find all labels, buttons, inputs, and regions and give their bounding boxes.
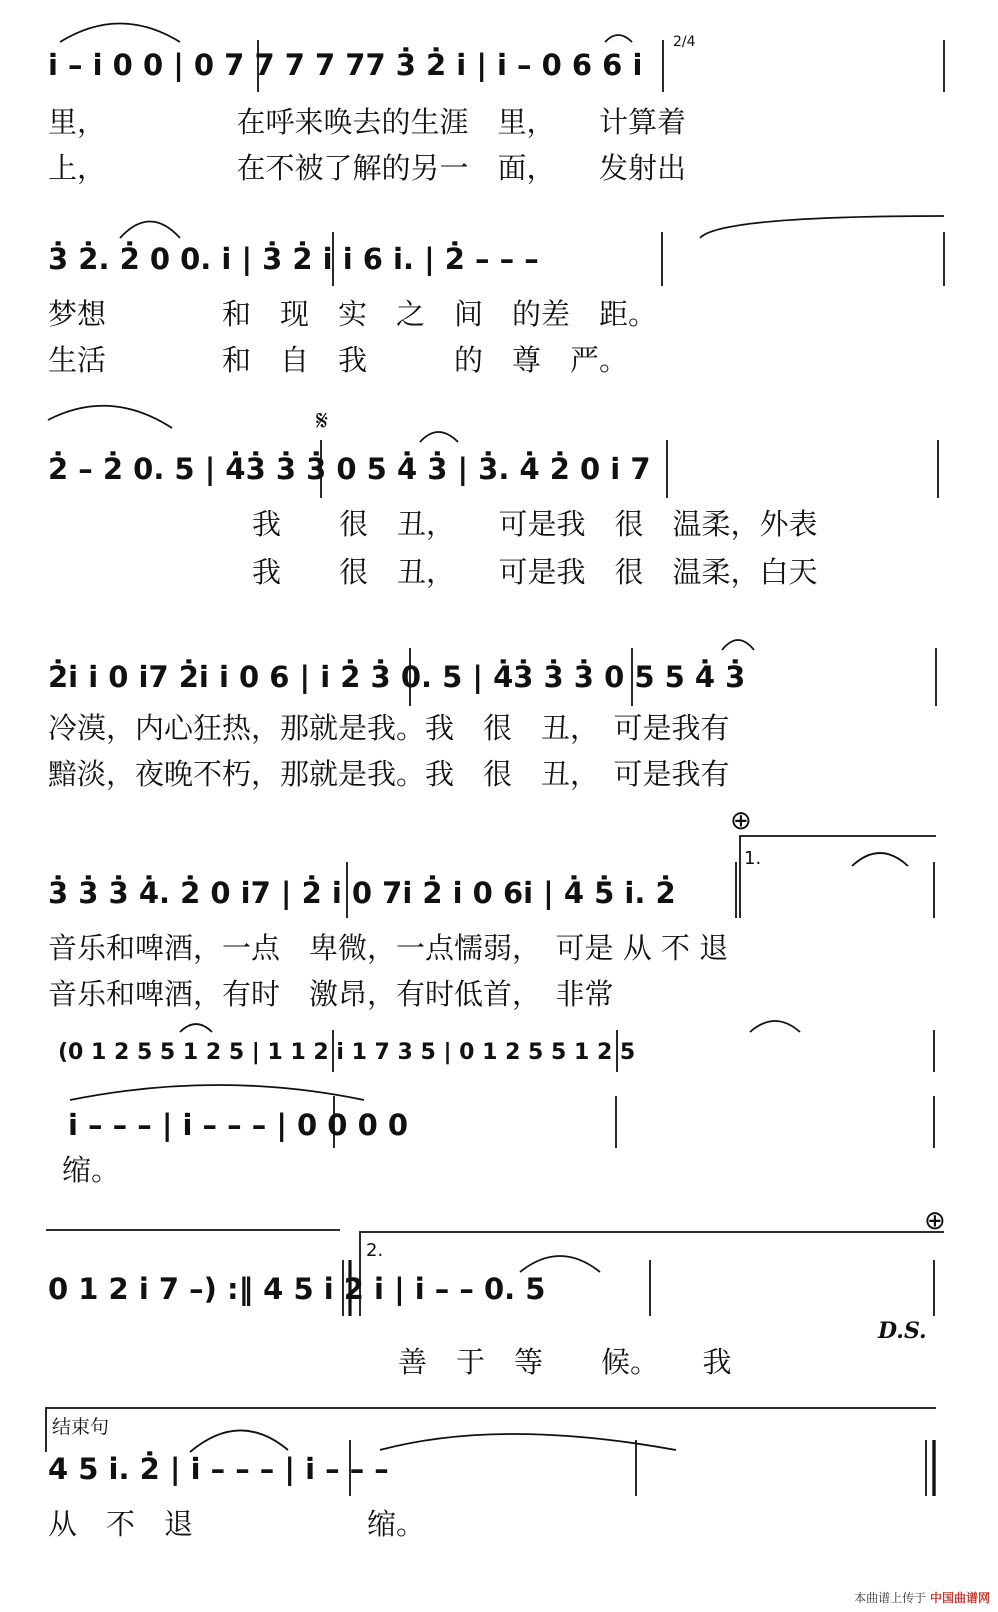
slur xyxy=(420,432,458,442)
segno-icon: 𝄋 xyxy=(316,404,329,437)
lyric-row-9: 从 不 退 缩。 xyxy=(48,1507,426,1541)
notation-row-9: 4 5 i. 2̇ | i̇ – – – | i̇ – – – xyxy=(48,1452,389,1486)
notation-row-8: 0 1 2 i 7 –) :‖ 4 5 i 2 i | i – – 0. 5 xyxy=(48,1272,546,1306)
tie xyxy=(70,1085,364,1100)
coda-icon: ⊕ xyxy=(924,1206,946,1236)
ending-bracket xyxy=(46,1408,936,1452)
site-logo: 中国曲谱网 xyxy=(929,1591,990,1605)
tie xyxy=(380,1434,676,1450)
lyric-row-7: 缩。 xyxy=(62,1153,121,1187)
notation-row-1: i̇ – i̇ 0 0 | 0 7 7 7 7 77 3̇ 2̇ i̇ | i̇ – 0 6 6 i̇ xyxy=(48,48,643,82)
ds-mark: D.S. xyxy=(878,1318,927,1344)
slur xyxy=(750,1021,800,1032)
coda-icon: ⊕ xyxy=(730,806,752,836)
notation-row-6: (0 1 2 5 5 1 2 5 | 1 1 2 i 1 7 3 5 | 0 1 2 5 5 1 2 5 xyxy=(58,1040,636,1065)
lyric-row-4-verse-2: 黯淡，夜晚不朽，那就是我。我 很 丑， 可是我有 xyxy=(48,757,730,791)
lyric-row-3-verse-1: 我 很 丑， 可是我 很 温柔，外表 xyxy=(252,507,818,541)
slur xyxy=(722,640,754,650)
volta-2-label: 2. xyxy=(366,1240,384,1261)
lyric-row-4-verse-1: 冷漠，内心狂热，那就是我。我 很 丑， 可是我有 xyxy=(48,711,730,745)
slur xyxy=(120,222,180,239)
lyric-row-1-verse-2: 上， 在不被了解的另一 面， 发射出 xyxy=(48,151,687,185)
slur xyxy=(60,24,180,43)
notation-row-3: 2̇ – 2̇ 0. 5 | 4̇3̇ 3̇ 3̇ 0 5 4̇ 3̇ | 3̇. 4̇ 2̇ 0 i̇ 7 xyxy=(48,452,651,486)
slur xyxy=(180,1024,212,1032)
volta-1-bracket xyxy=(740,836,936,918)
slur xyxy=(48,406,172,428)
meter-sign: 2/4 xyxy=(673,34,696,50)
footer-credit: 本曲谱上传于 中国曲谱网 xyxy=(854,1591,990,1605)
ending-label: 结束句 xyxy=(52,1416,110,1438)
notation-row-7: i̇ – – – | i̇ – – – | 0 0 0 0 xyxy=(68,1108,409,1142)
lyric-row-1-verse-1: 里， 在呼来唤去的生涯 里， 计算着 xyxy=(48,105,687,139)
notation-row-4: 2̇i̇ i̇ 0 i̇7 2̇i̇ i̇ 0 6 | i̇ 2̇ 3̇ 0. 5 | 4̇3̇ 3̇ 3̇ 0 5 5 4̇ 3̇ xyxy=(48,660,746,694)
lyric-row-3-verse-2: 我 很 丑， 可是我 很 温柔，白天 xyxy=(252,555,818,589)
notation-row-5: 3̇ 3̇ 3̇ 4̇. 2̇ 0 i̇7 | 2̇ i̇ 0 7i̇ 2̇ i̇ 0 6i̇ | 4̇ 5̇ i̇. 2̇ xyxy=(48,876,676,910)
volta-1-label: 1. xyxy=(744,848,762,869)
lyric-row-5-verse-1: 音乐和啤酒，一点 卑微，一点懦弱， 可是 从 不 退 xyxy=(48,931,729,965)
slur xyxy=(852,853,908,866)
lyric-row-8: 善 于 等 候。 我 xyxy=(398,1345,732,1379)
slur xyxy=(520,1256,600,1272)
slur xyxy=(190,1430,288,1452)
lyric-row-5-verse-2: 音乐和啤酒，有时 激昂，有时低首， 非常 xyxy=(48,977,614,1011)
volta-2-bracket xyxy=(360,1232,944,1316)
lyric-row-2-verse-1: 梦想 和 现 实 之 间 的差 距。 xyxy=(48,297,658,331)
slur xyxy=(700,216,944,238)
lyric-row-2-verse-2: 生活 和 自 我 的 尊 严。 xyxy=(48,343,629,377)
slur xyxy=(605,35,632,42)
notation-row-2: 3̇ 2̇. 2̇ 0 0. i̇ | 3̇ 2̇ i̇ i̇ 6 i̇. | 2̇ – – – xyxy=(48,242,539,276)
